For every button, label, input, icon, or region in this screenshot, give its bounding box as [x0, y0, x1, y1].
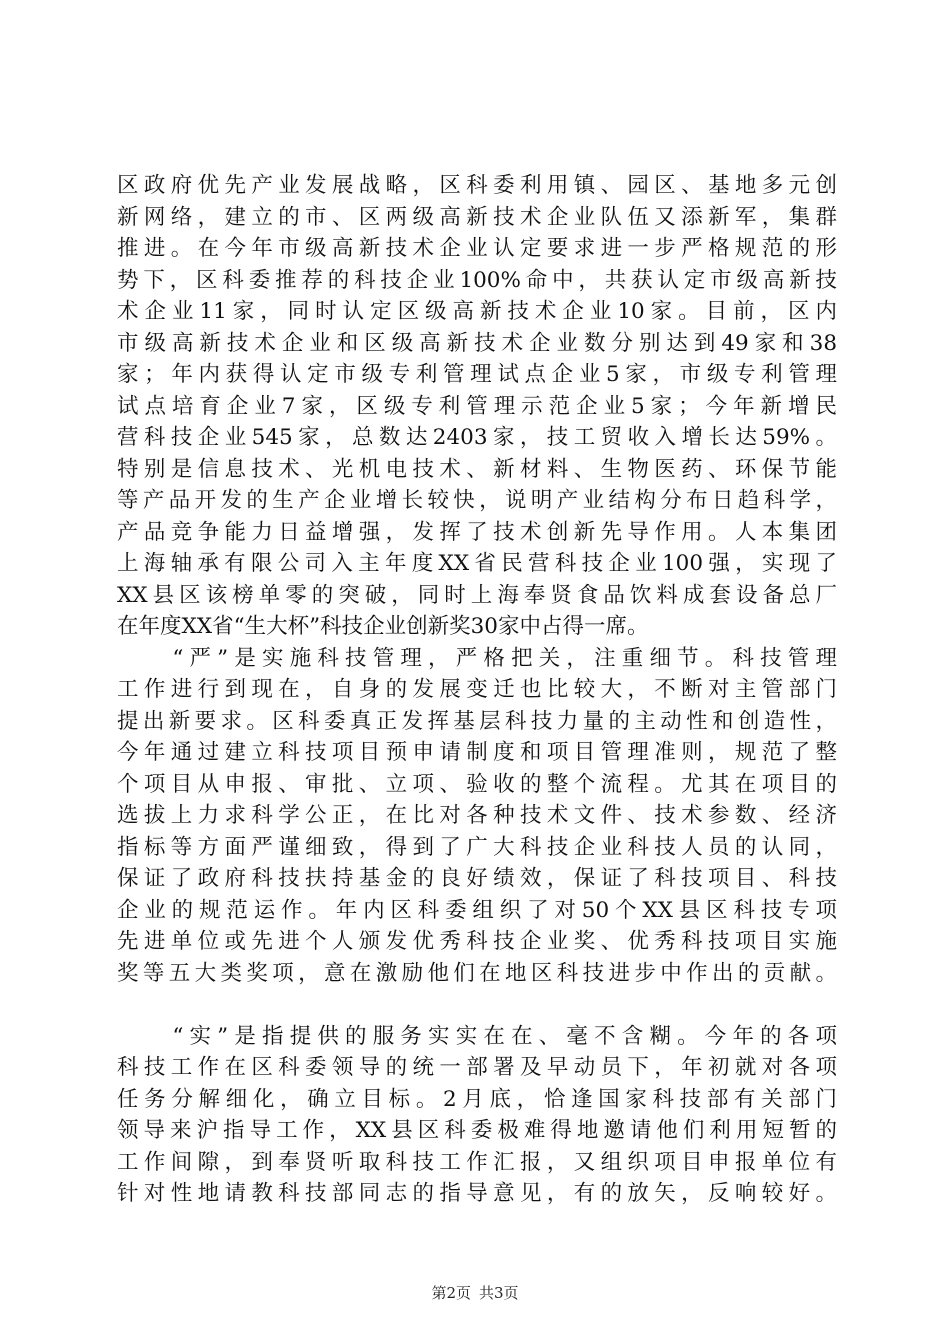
text-line: 个项目从申报、审批、立项、验收的整个流程。尤其在项目的: [117, 771, 837, 797]
paragraph-gap: [117, 989, 837, 1021]
text-line: 提出新要求。区科委真正发挥基层科技力量的主动性和创造性，: [117, 708, 837, 734]
text-line: XX县区该榜单零的突破，同时上海奉贤食品饮料成套设备总厂: [117, 582, 837, 608]
text-line: 试点培育企业7家，区级专利管理示范企业5家；今年新增民: [117, 393, 837, 419]
document-body: [117, 170, 837, 1210]
text-line: “严”是实施科技管理，严格把关，注重细节。科技管理: [117, 645, 837, 671]
text-line: 针对性地请教科技部同志的指导意见，有的放矢，反响较好。: [117, 1181, 837, 1206]
page-footer: [0, 1283, 950, 1303]
text-line: 任务分解细化，确立目标。2月底，恰逢国家科技部有关部门: [117, 1086, 837, 1112]
text-line: 工作进行到现在，自身的发展变迁也比较大，不断对主管部门: [117, 677, 837, 702]
text-line: 术企业11家，同时认定区级高新技术企业10家。目前，区内: [117, 299, 837, 324]
text-line: 市级高新技术企业和区级高新技术企业数分别达到49家和38: [117, 330, 837, 356]
text-line: 领导来沪指导工作，XX县区科委极难得地邀请他们利用短暂的: [117, 1118, 837, 1143]
text-line: 工作间隙，到奉贤听取科技工作汇报，又组织项目申报单位有: [117, 1149, 837, 1175]
text-line: 指标等方面严谨细致，得到了广大科技企业科技人员的认同，: [117, 834, 837, 860]
text-line: 营科技企业545家，总数达2403家，技工贸收入增长达59%。: [117, 425, 837, 450]
text-line: 等产品开发的生产企业增长较快，说明产业结构分布日趋科学，: [117, 488, 837, 513]
text-line: 今年通过建立科技项目预申请制度和项目管理准则，规范了整: [117, 740, 837, 765]
text-line: 科技工作在区科委领导的统一部署及早动员下，年初就对各项: [117, 1055, 837, 1080]
text-line: 奖等五大类奖项，意在激励他们在地区科技进步中作出的贡献。: [117, 960, 837, 986]
text-line: 特别是信息技术、光机电技术、新材料、生物医药、环保节能: [117, 456, 837, 482]
text-line: 势下，区科委推荐的科技企业100%命中，共获认定市级高新技: [117, 267, 837, 293]
text-line: 推进。在今年市级高新技术企业认定要求进一步严格规范的形: [117, 236, 837, 261]
text-line: 先进单位或先进个人颁发优秀科技企业奖、优秀科技项目实施: [117, 929, 837, 954]
text-line: 区政府优先产业发展战略，区科委利用镇、园区、基地多元创: [117, 173, 837, 198]
text-line: 保证了政府科技扶持基金的良好绩效，保证了科技项目、科技: [117, 866, 837, 891]
text-line: 新网络，建立的市、区两级高新技术企业队伍又添新军，集群: [117, 204, 837, 230]
text-line: “实”是指提供的服务实实在在、毫不含糊。今年的各项: [117, 1023, 837, 1049]
text-line: 选拔上力求科学公正，在比对各种技术文件、技术参数、经济: [117, 803, 837, 828]
page-total: 共3页: [479, 1284, 519, 1302]
text-line: 企业的规范运作。年内区科委组织了对50个XX县区科技专项: [117, 897, 837, 923]
page-number: 第2页: [431, 1284, 471, 1302]
text-line: 在年度XX省“生大杯”科技企业创新奖30家中占得一席。: [117, 614, 649, 639]
text-line: 家；年内获得认定市级专利管理试点企业5家，市级专利管理: [117, 362, 837, 387]
text-line: 上海轴承有限公司入主年度XX省民营科技企业100强，实现了: [117, 551, 837, 576]
text-line: 产品竞争能力日益增强，发挥了技术创新先导作用。人本集团: [117, 519, 837, 545]
